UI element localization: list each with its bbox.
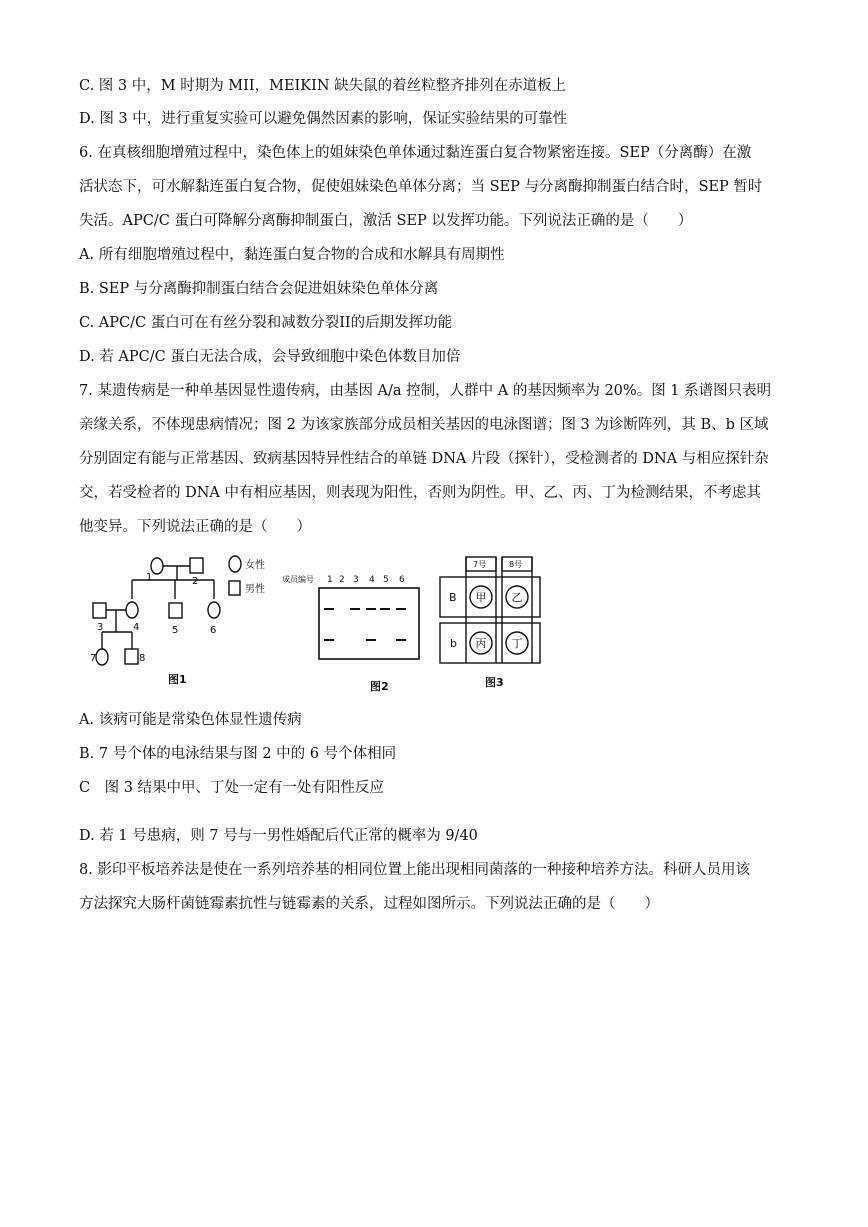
array-cell-jia: 甲 — [475, 591, 487, 604]
gel-lane-number: 2 — [339, 575, 345, 585]
text-line: A. 该病可能是常染色体显性遗传病 — [79, 712, 302, 728]
figure-3-array — [438, 555, 548, 690]
text-line: B. 7 号个体的电泳结果与图 2 中的 6 号个体相同 — [79, 746, 397, 762]
text-line: 7. 某遗传病是一种单基因显性遗传病，由基因 A/a 控制，人群中 A 的基因频率为 20%。图 1 系谱图只表明 — [79, 383, 772, 399]
array-col-8-label: 8号 — [509, 560, 523, 569]
pedigree-number: 6 — [210, 625, 217, 636]
text-line: D. 图 3 中，进行重复实验可以避免偶然因素的影响，保证实验结果的可靠性 — [79, 111, 568, 127]
pedigree-number: 1 — [146, 572, 153, 583]
gel-frame — [319, 588, 419, 659]
array-cell-ding: 丁 — [511, 637, 523, 650]
pedigree-number: 7 — [90, 653, 97, 664]
gel-lane-number: 5 — [383, 575, 389, 585]
array-col-7-label: 7号 — [473, 560, 487, 569]
pedigree-number: 5 — [172, 625, 179, 636]
text-line: 分别固定有能与正常基因、致病基因特异性结合的单链 DNA 片段（探针），受检测者的 DNA 与相应探针杂 — [79, 451, 769, 467]
text-line: 活状态下，可水解黏连蛋白复合物，促使姐妹染色单体分离；当 SEP 与分离酶抑制蛋白结合时，SEP 暂时 — [79, 179, 763, 195]
text-line: D. 若 1 号患病，则 7 号与一男性婚配后代正常的概率为 9/40 — [79, 828, 478, 844]
legend-male-label: 男性 — [245, 584, 265, 595]
pedigree-number: 3 — [97, 622, 104, 633]
text-line: C 图 3 结果中甲、丁处一定有一处有阳性反应 — [79, 780, 385, 796]
figure-2-electrophoresis — [280, 570, 430, 695]
text-line: C. APC/C 蛋白可在有丝分裂和减数分裂II的后期发挥功能 — [79, 315, 453, 331]
figure-1-caption: 图1 — [168, 673, 187, 686]
gel-lane-number: 6 — [399, 575, 405, 585]
gel-lane-number: 3 — [353, 575, 359, 585]
text-line: C. 图 3 中，M 时期为 MII，MEIKIN 缺失鼠的着丝粒整齐排列在赤道板上 — [79, 78, 567, 94]
array-row-b-label: b — [450, 637, 457, 650]
array-row-B-label: B — [449, 591, 457, 604]
text-line: 6. 在真核细胞增殖过程中，染色体上的姐妹染色单体通过黏连蛋白复合物紧密连接。SEP（分离酶）在激 — [79, 145, 752, 161]
text-line: 失活。APC/C 蛋白可降解分离酶抑制蛋白，激活 SEP 以发挥功能。下列说法正确的是（ ） — [79, 213, 693, 229]
text-line: B. SEP 与分离酶抑制蛋白结合会促进姐妹染色单体分离 — [79, 281, 439, 297]
pedigree-number: 4 — [133, 622, 140, 633]
gel-header-label: 成员编号 — [282, 575, 314, 584]
pedigree-number: 8 — [139, 653, 146, 664]
text-line: 交，若受检者的 DNA 中有相应基因，则表现为阳性，否则为阴性。甲、乙、丙、丁为检测结果，不考虑其 — [79, 485, 761, 501]
text-line: D. 若 APC/C 蛋白无法合成，会导致细胞中染色体数目加倍 — [79, 349, 461, 365]
gel-lane-number: 4 — [369, 575, 375, 585]
text-line: 方法探究大肠杆菌链霉素抗性与链霉素的关系，过程如图所示。下列说法正确的是（ ） — [79, 896, 659, 912]
figure-1-pedigree — [88, 553, 283, 688]
text-line: 他变异。下列说法正确的是（ ） — [79, 519, 311, 535]
gel-lane-number: 1 — [327, 575, 333, 585]
pedigree-number: 2 — [192, 576, 199, 587]
legend-female-label: 女性 — [245, 560, 265, 571]
array-cell-yi: 乙 — [511, 591, 523, 604]
figure-3-caption: 图3 — [485, 676, 504, 689]
text-line: 亲缘关系，不体现患病情况；图 2 为该家族部分成员相关基因的电泳图谱；图 3 为诊断阵列，其 B、b 区域 — [79, 417, 769, 433]
text-line: A. 所有细胞增殖过程中，黏连蛋白复合物的合成和水解具有周期性 — [79, 247, 505, 263]
array-cell-bing: 丙 — [475, 637, 487, 650]
figure-2-caption: 图2 — [370, 680, 389, 693]
text-line: 8. 影印平板培养法是使在一系列培养基的相同位置上能出现相同菌落的一种接种培养方法。科研人员用该 — [79, 862, 750, 878]
